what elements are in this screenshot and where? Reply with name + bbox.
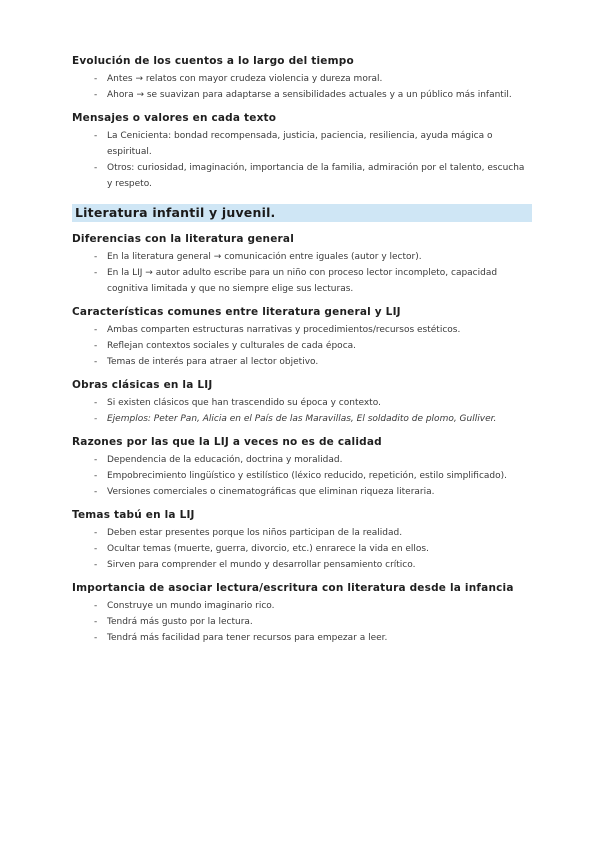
bullet-list [72, 598, 532, 646]
section-mensajes [72, 111, 532, 192]
list-item: - Ahora → se suavizan para adaptarse a sensibilidades actuales y a un público más infantil. [94, 87, 532, 103]
list-item: - La Cenicienta: bondad recompensada, justicia, paciencia, resiliencia, ayuda mágica o espiritual. [94, 128, 532, 160]
list-item: - Empobrecimiento lingüístico y estilístico (léxico reducido, repetición, estilo simplificado). [94, 468, 532, 484]
document-page [72, 54, 532, 654]
section-title: Evolución de los cuentos a lo largo del tiempo [72, 55, 354, 67]
bullet-list [72, 71, 532, 103]
subsection-importancia [72, 581, 532, 646]
subsection-razones [72, 435, 532, 500]
subsection-temas-tabu [72, 508, 532, 573]
chapter-banner: Literatura infantil y juvenil. [72, 204, 532, 222]
section-title: Diferencias con la literatura general [72, 233, 295, 245]
section-title: Razones por las que la LIJ a veces no es de calidad [72, 436, 382, 448]
list-item: - Versiones comerciales o cinematográficas que eliminan riqueza literaria. [94, 484, 532, 500]
list-item: - Construye un mundo imaginario rico. [94, 598, 532, 614]
list-item: - Dependencia de la educación, doctrina y moralidad. [94, 452, 532, 468]
list-item: - En la literatura general → comunicación entre iguales (autor y lector). [94, 249, 532, 265]
list-item: - Ambas comparten estructuras narrativas y procedimientos/recursos estéticos. [94, 322, 532, 338]
bullet-list [72, 395, 532, 427]
list-item: - Si existen clásicos que han trascendido su época y contexto. [94, 395, 532, 411]
list-item: - Antes → relatos con mayor crudeza violencia y dureza moral. [94, 71, 532, 87]
list-item: - Ocultar temas (muerte, guerra, divorcio, etc.) enrarece la vida en ellos. [94, 541, 532, 557]
subsection-diferencias [72, 232, 532, 297]
list-item: - Tendrá más facilidad para tener recursos para empezar a leer. [94, 630, 532, 646]
section-title: Obras clásicas en la LIJ [72, 379, 213, 391]
list-item: - Reflejan contextos sociales y culturales de cada época. [94, 338, 532, 354]
section-title: Mensajes o valores en cada texto [72, 112, 277, 124]
list-item: - Tendrá más gusto por la lectura. [94, 614, 532, 630]
list-item: - En la LIJ → autor adulto escribe para un niño con proceso lector incompleto, capacidad cognitiva limitada y que no siempre elige sus lecturas. [94, 265, 532, 297]
section-title: Características comunes entre literatura general y LIJ [72, 306, 401, 318]
bullet-list [72, 452, 532, 500]
list-item: - Temas de interés para atraer al lector objetivo. [94, 354, 532, 370]
section-title: Importancia de asociar lectura/escritura con literatura desde la infancia [72, 582, 514, 594]
list-item: - Sirven para comprender el mundo y desarrollar pensamiento crítico. [94, 557, 532, 573]
list-item: - Ejemplos: Peter Pan, Alicia en el País de las Maravillas, El soldadito de plomo, Gulliver. [94, 411, 532, 427]
bullet-list [72, 249, 532, 297]
list-item: - Otros: curiosidad, imaginación, importancia de la familia, admiración por el talento, escucha y respeto. [94, 160, 532, 192]
section-evolucion [72, 54, 532, 103]
list-item: - Deben estar presentes porque los niños participan de la realidad. [94, 525, 532, 541]
bullet-list [72, 322, 532, 370]
bullet-list [72, 525, 532, 573]
subsection-caracteristicas [72, 305, 532, 370]
subsection-obras-clasicas [72, 378, 532, 427]
bullet-list [72, 128, 532, 192]
section-title: Temas tabú en la LIJ [72, 509, 195, 521]
